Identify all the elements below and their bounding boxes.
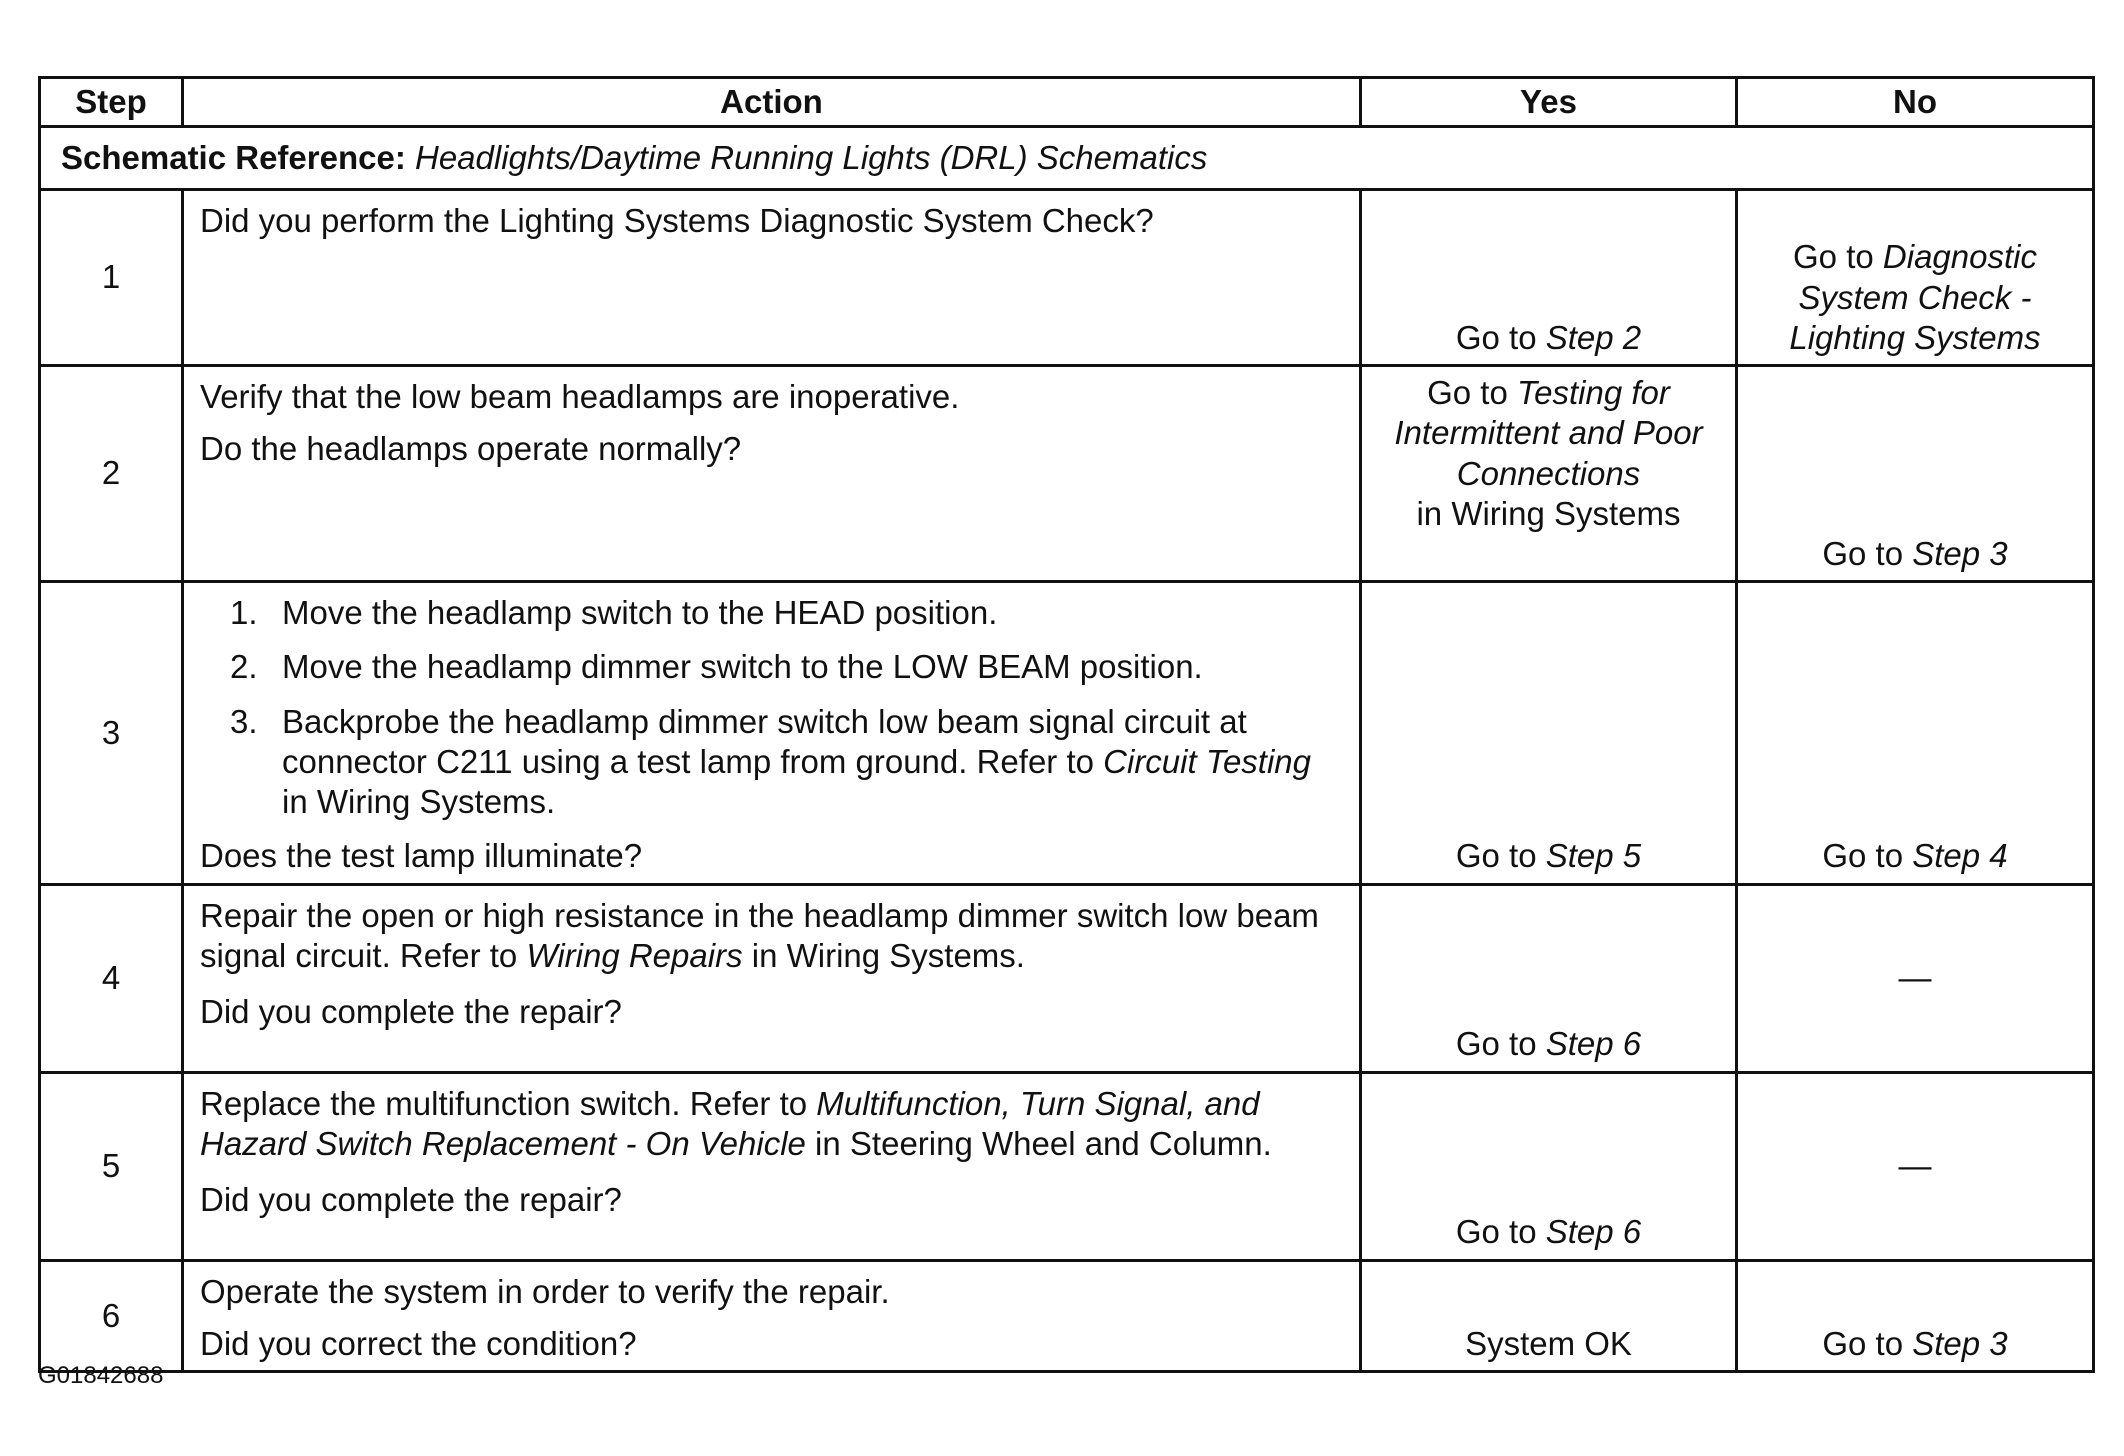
action-cell: [183, 1260, 1361, 1372]
step-link[interactable]: Step 3: [1912, 534, 2008, 572]
question-text: Did you perform the Lighting Systems Diagnostic System Check?: [200, 202, 1154, 239]
yes-cell: [1361, 1260, 1737, 1372]
step-number: 1: [40, 190, 183, 366]
no-cell: Go to Step 3: [1737, 366, 2094, 582]
question-text: Did you correct the condition?: [200, 1324, 637, 1362]
step-number: 3: [40, 582, 183, 885]
system-ok-text: System OK: [1465, 1324, 1632, 1362]
action-text: Verify that the low beam headlamps are inoperative.: [200, 378, 960, 415]
not-applicable-dash: —: [1898, 1146, 1932, 1184]
step-link[interactable]: Step 2: [1545, 318, 1642, 356]
step-link[interactable]: Step 6: [1545, 1025, 1642, 1063]
schematic-reference: Headlights/Daytime Running Lights (DRL) Schematics: [415, 138, 1208, 176]
no-cell: Go to Diagnostic System Check - Lighting Systems: [1737, 190, 2094, 366]
header-action: Action: [183, 78, 1361, 127]
no-cell: Go to Step 3: [1737, 1260, 2094, 1372]
procedure-list: [200, 593, 1343, 822]
circuit-testing-link[interactable]: Circuit Testing: [1103, 742, 1312, 780]
header-yes: Yes: [1361, 78, 1737, 127]
list-item: 2. Move the headlamp dimmer switch to the LOW BEAM position.: [230, 648, 1203, 686]
schematic-row: [40, 127, 2094, 190]
action-cell: [183, 366, 1361, 582]
header-no: No: [1737, 78, 2094, 127]
step-link[interactable]: Step 4: [1912, 837, 2008, 875]
figure-id: G01842688: [38, 1362, 164, 1389]
table-row: [40, 1072, 2094, 1260]
question-text: Do the headlamps operate normally?: [200, 430, 742, 468]
yes-cell: Go to Step 6: [1361, 884, 1737, 1072]
yes-cell: Go to Step 6: [1361, 1072, 1737, 1260]
action-text: Operate the system in order to verify the repair.: [200, 1272, 890, 1310]
table-row: [40, 884, 2094, 1072]
table-row: [40, 366, 2094, 582]
no-cell: Go to Step 4: [1737, 582, 2094, 885]
action-cell: [183, 884, 1361, 1072]
list-item: 3. Backprobe the headlamp dimmer switch low beam signal circuit at connector C211 using a test lamp from ground. Refer to Circuit Testing in Wiring Systems.: [230, 702, 1312, 820]
action-text: Replace the multifunction switch. Refer to Multifunction, Turn Signal, and Hazard Switch Replacement - On Vehicle in Steering Wheel and Column.: [200, 1084, 1272, 1162]
yes-cell: Go to Step 5: [1361, 582, 1737, 885]
diagnostic-check-link[interactable]: Diagnostic System Check - Lighting Systems: [1789, 238, 2041, 356]
schematic-label: Schematic Reference:: [61, 138, 406, 176]
question-text: Does the test lamp illuminate?: [200, 837, 643, 875]
step-number: 4: [40, 884, 183, 1072]
not-applicable-dash: —: [1898, 958, 1932, 996]
step-link[interactable]: Step 5: [1545, 837, 1642, 875]
step-number: 2: [40, 366, 183, 582]
step-number: 5: [40, 1072, 183, 1260]
no-cell: [1737, 884, 2094, 1072]
diagnostic-table: [38, 76, 2095, 1373]
wiring-repairs-link[interactable]: Wiring Repairs: [526, 936, 743, 974]
testing-intermittent-link[interactable]: Testing for Intermittent and Poor Connections: [1394, 374, 1703, 492]
step-link[interactable]: Step 6: [1545, 1213, 1642, 1251]
header-row: [40, 78, 2094, 127]
question-text: Did you complete the repair?: [200, 1181, 622, 1218]
action-text: Repair the open or high resistance in the headlamp dimmer switch low beam signal circuit. Refer to Wiring Repairs in Wiring Systems.: [200, 896, 1319, 974]
step-number: 6: [40, 1260, 183, 1372]
list-item: 1. Move the headlamp switch to the HEAD position.: [230, 594, 998, 631]
switch-replacement-link[interactable]: Multifunction, Turn Signal, and Hazard Switch Replacement - On Vehicle: [200, 1084, 1260, 1162]
table-row: [40, 582, 2094, 885]
question-text: Did you complete the repair?: [200, 993, 622, 1030]
yes-cell: Go to Step 2: [1361, 190, 1737, 366]
step-link[interactable]: Step 3: [1912, 1324, 2008, 1362]
no-cell: [1737, 1072, 2094, 1260]
table-row: [40, 1260, 2094, 1372]
table-row: [40, 190, 2094, 366]
yes-cell: Go to Testing for Intermittent and Poor Connections in Wiring Systems: [1361, 366, 1737, 582]
action-cell: [183, 582, 1361, 885]
action-cell: [183, 190, 1361, 366]
action-cell: [183, 1072, 1361, 1260]
header-step: Step: [40, 78, 183, 127]
